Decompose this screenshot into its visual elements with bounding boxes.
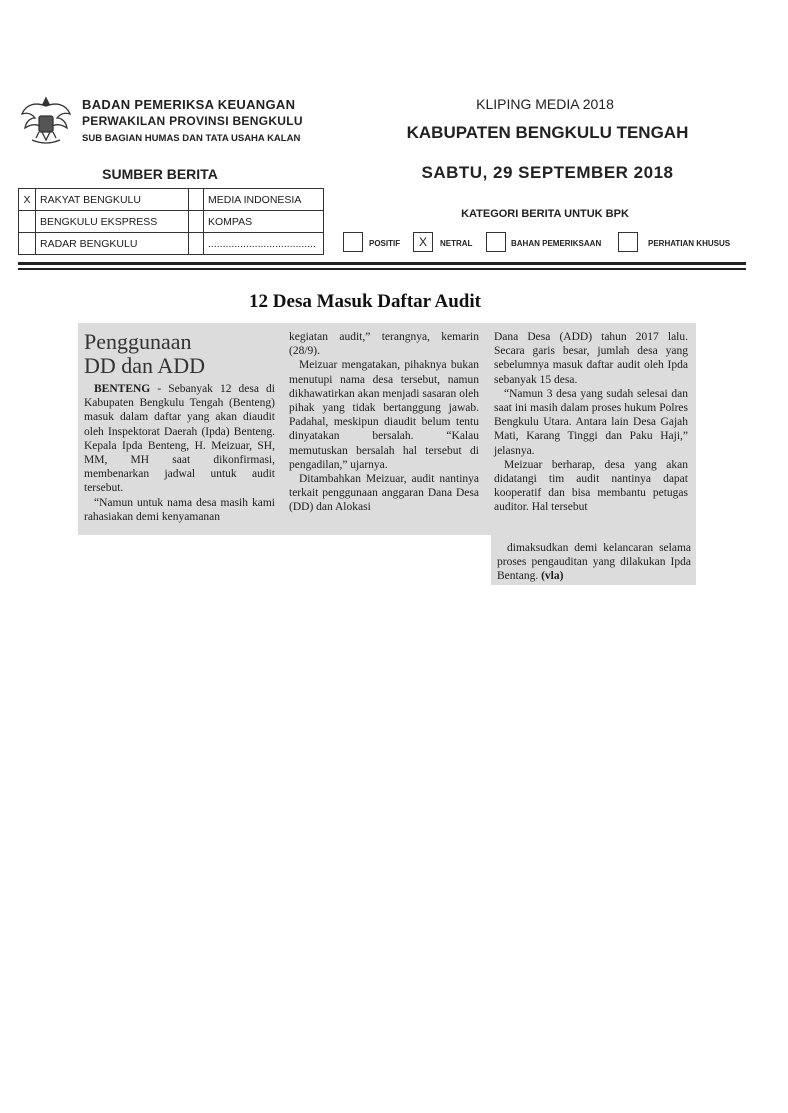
kliping-label: KLIPING MEDIA 2018 [476, 96, 614, 112]
source-name: RAKYAT BENGKULU [36, 189, 189, 211]
category-checkbox-netral[interactable]: X [413, 232, 433, 252]
source-name: BENGKULU EKSPRESS [36, 211, 189, 233]
paragraph-text: dimaksudkan demi kelancaran selama proses pengauditan yang dilakukan Ipda Bentang. [497, 542, 691, 583]
category-label: NETRAL [440, 239, 473, 248]
category-options [343, 232, 743, 254]
source-checkbox[interactable] [19, 233, 36, 255]
clipping-date: SABTU, 29 SEPTEMBER 2018 [421, 163, 674, 182]
source-checkbox[interactable] [189, 233, 204, 255]
subhead-line: Penggunaan [84, 329, 192, 354]
category-label: PERHATIAN KHUSUS [648, 239, 731, 248]
article-subhead [84, 330, 275, 378]
article-column-1 [84, 330, 275, 524]
region-title: KABUPATEN BENGKULU TENGAH [406, 123, 689, 142]
paragraph-text: - Sebanyak 12 desa di Kabupaten Bengkulu Tengah (Benteng) masuk dalam daftar yang akan diaudit oleh Inspektorat Daerah (Ipda) Benteng. Kepala Ipda Benteng, H. Meizuar, SH, MM, MH saat dikonfirmasi, membenarkan jadwal untuk audit tersebut. [84, 383, 275, 495]
header-divider [18, 262, 746, 265]
category-checkbox-perhatian-khusus[interactable] [618, 232, 638, 252]
organization-block [82, 96, 303, 147]
byline: (vla) [541, 570, 564, 583]
category-checkbox-bahan-pemeriksaan[interactable] [486, 232, 506, 252]
paragraph: Meizuar mengatakan, pihaknya bukan menutupi nama desa tersebut, namun dikhawatirkan akan menjadi sasaran oleh pihak yang tidak bertanggung jawab. Padahal, meskipun diaudit belum tentu dinyatakan bersalah. “Kalau memutuskan bersalah hal tersebut di pengadilan,” ujarnya. [289, 359, 479, 471]
category-title: KATEGORI BERITA UNTUK BPK [461, 208, 629, 220]
paragraph: “Namun untuk nama desa masih kami rahasiakan demi kenyamanan [84, 496, 275, 523]
source-name: MEDIA INDONESIA [204, 189, 324, 211]
org-branch: PERWAKILAN PROVINSI BENGKULU [82, 114, 303, 128]
article-headline: 12 Desa Masuk Daftar Audit [249, 291, 481, 312]
paragraph: Meizuar berharap, desa yang akan didatangi tim audit nantinya dapat kooperatif dan bisa membantu petugas auditor. Hal tersebut [494, 458, 688, 514]
source-checkbox[interactable] [189, 211, 204, 233]
article-column-2 [289, 330, 479, 515]
sources-title: SUMBER BERITA [102, 166, 218, 182]
paragraph [497, 541, 691, 584]
org-name: BADAN PEMERIKSA KEUANGAN [82, 97, 296, 112]
paragraph: “Namun 3 desa yang sudah selesai dan saat ini masih dalam proses hukum Polres Bengkulu Utara. Antara lain Desa Gajah Mati, Karang Tinggi dan Paku Haji,” jelasnya. [494, 387, 688, 457]
source-checkbox[interactable]: X [19, 189, 36, 211]
paragraph: Dana Desa (ADD) tahun 2017 lalu. Secara garis besar, jumlah desa yang sebelumnya masuk daftar audit oleh Ipda sebanyak 15 desa. [494, 331, 688, 386]
source-name: RADAR BENGKULU [36, 233, 189, 255]
dateline: BENTENG [94, 383, 151, 395]
org-subdivision: SUB BAGIAN HUMAS DAN TATA USAHA KALAN [82, 133, 301, 144]
article-column-3-continued [497, 541, 691, 584]
garuda-emblem-logo [18, 92, 74, 148]
paragraph [84, 382, 275, 496]
source-row [19, 211, 324, 233]
header-divider [18, 268, 746, 270]
source-name: KOMPAS [204, 211, 324, 233]
source-name: ..................................... [204, 233, 324, 255]
paragraph: Ditambahkan Meizuar, audit nantinya terkait penggunaan anggaran Dana Desa (DD) dan Alokasi [289, 473, 479, 514]
source-row [19, 233, 324, 255]
source-checkbox[interactable] [189, 189, 204, 211]
category-label: POSITIF [369, 239, 401, 248]
sources-table [18, 188, 324, 255]
source-row [19, 189, 324, 211]
article-column-3 [494, 330, 688, 515]
subhead-line: DD dan ADD [84, 353, 205, 378]
category-label: BAHAN PEMERIKSAAN [511, 239, 602, 248]
source-checkbox[interactable] [19, 211, 36, 233]
paragraph: kegiatan audit,” terangnya, kemarin (28/9). [289, 331, 479, 358]
category-checkbox-positif[interactable] [343, 232, 363, 252]
